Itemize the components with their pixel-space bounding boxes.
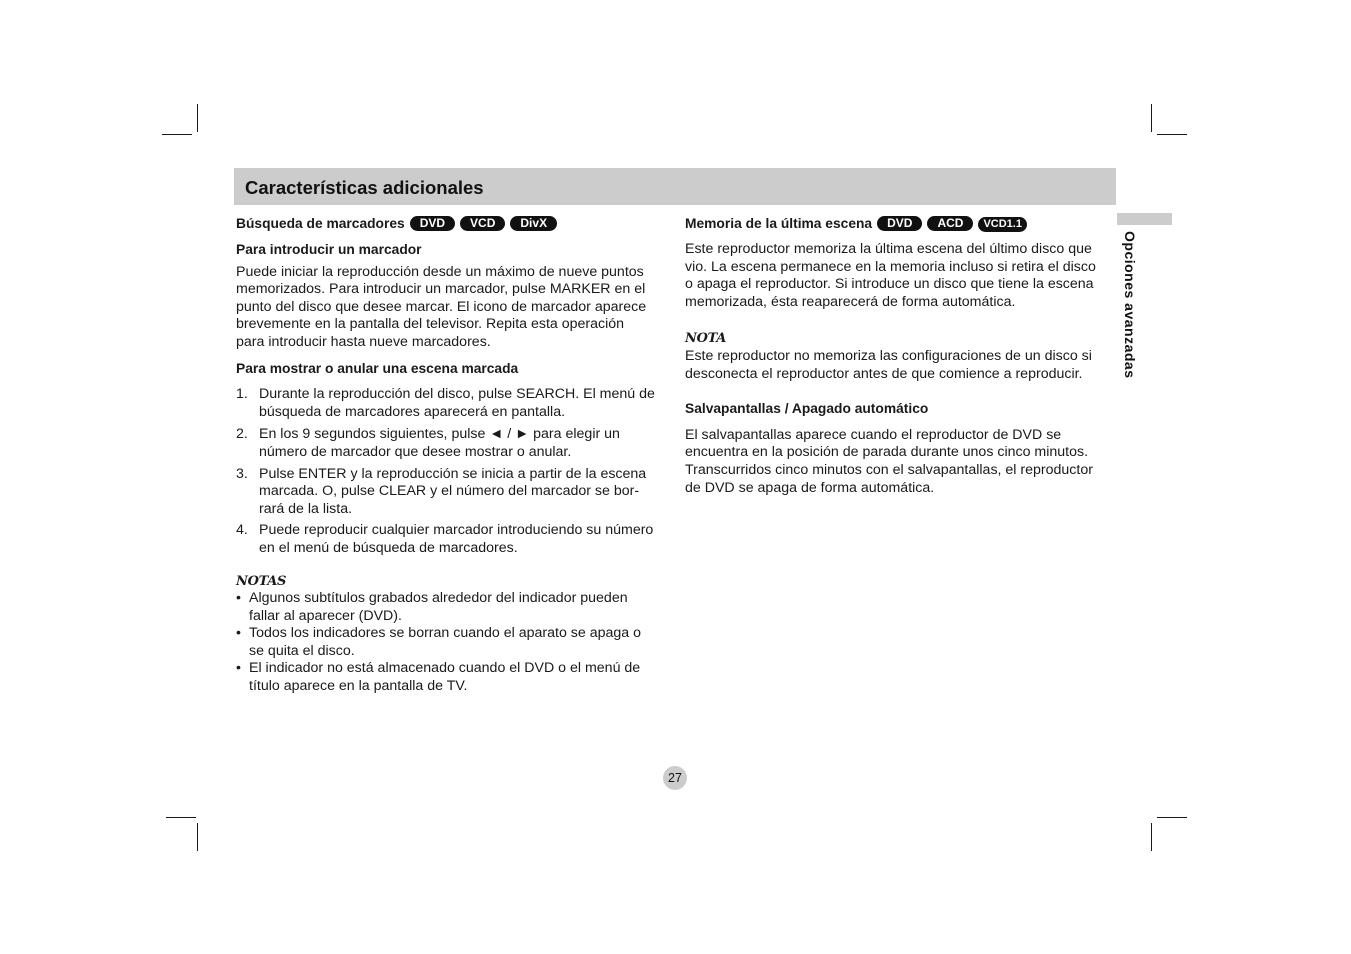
section-title-marker-search (236, 214, 668, 234)
disc-badge: ACD (927, 216, 973, 231)
disc-badge: VCD (460, 216, 505, 231)
text-line: de DVD se apaga de forma automática. (685, 479, 935, 496)
disc-badge: DVD (877, 216, 922, 231)
disc-badge: VCD1.1 (978, 217, 1027, 232)
text-line: memorizada, ésta reaparecerá de forma automática. (685, 293, 1016, 310)
section-title-last-scene (685, 214, 1109, 234)
text-line: para introducir hasta nueve marcadores. (236, 333, 491, 350)
crop-mark (1157, 134, 1187, 135)
disc-badge: DVD (410, 216, 455, 231)
list-item (236, 625, 668, 660)
paragraph-screensaver (685, 427, 1109, 497)
text-line: Todos los indicadores se borran cuando el aparato se apaga o (249, 625, 641, 642)
side-tab-label: Opciones avanzadas (1122, 231, 1138, 379)
text-line: rará de la lista. (259, 500, 353, 517)
crop-mark (197, 823, 198, 851)
crop-mark (1151, 823, 1152, 851)
text-line: Algunos subtítulos grabados alrededor del indicador pueden (249, 590, 628, 607)
right-column (685, 214, 1109, 497)
list-item (236, 426, 668, 461)
list-item (236, 386, 668, 421)
note-title: NOTA (685, 331, 727, 347)
step-number: 4. (236, 522, 248, 539)
text-line: El indicador no está almacenado cuando el DVD o el menú de (249, 660, 641, 677)
left-column (236, 214, 668, 696)
notes-list (236, 590, 668, 696)
subtitle-enter-marker: Para introducir un marcador (236, 242, 422, 257)
list-item (236, 660, 668, 695)
text-line: Pulse ENTER y la reproducción se inicia a partir de la escena (259, 465, 647, 482)
header-bar (234, 168, 1116, 205)
page-title: Características adicionales (245, 177, 484, 198)
paragraph-last-scene (685, 241, 1109, 311)
text-line: o apaga el reproductor. Si introduce un disco que tiene la escena (685, 276, 1094, 293)
side-tab (1117, 213, 1172, 225)
text-line: número de marcador que desee mostrar o anular. (259, 443, 572, 460)
paragraph-note (685, 348, 1109, 383)
section-title-screensaver: Salvapantallas / Apagado automático (685, 401, 929, 417)
paragraph-enter-marker (236, 264, 668, 352)
crop-mark (166, 817, 196, 818)
text-line: se quita el disco. (249, 642, 355, 659)
crop-mark (1157, 817, 1187, 818)
steps-list (236, 386, 668, 557)
bullet-icon: • (236, 625, 241, 642)
text-line: búsqueda de marcadores aparecerá en pantalla. (259, 403, 566, 420)
text-line: Durante la reproducción del disco, pulse SEARCH. El menú de (259, 386, 655, 403)
notes-title: NOTAS (236, 573, 287, 589)
text-line: fallar al aparecer (DVD). (249, 607, 402, 624)
list-item (236, 522, 668, 557)
list-item (236, 590, 668, 625)
bullet-icon: • (236, 660, 241, 677)
text-line: encuentra en la posición de parada durante unos cinco minutos. (685, 444, 1089, 461)
step-number: 1. (236, 386, 248, 403)
text-line: marcada. O, pulse CLEAR y el número del marcador se bor- (259, 483, 640, 500)
text-line: Puede iniciar la reproducción desde un máximo de nueve puntos (236, 263, 644, 280)
subtitle-show-marker: Para mostrar o anular una escena marcada (236, 360, 519, 376)
bullet-icon: • (236, 590, 241, 607)
text-line: título aparece en la pantalla de TV. (249, 678, 468, 695)
text-line: Puede reproducir cualquier marcador introduciendo su número (259, 522, 654, 539)
crop-mark (1151, 104, 1152, 132)
step-number: 2. (236, 426, 248, 443)
crop-mark (162, 134, 192, 135)
disc-badge: DivX (510, 216, 557, 231)
text-line: En los 9 segundos siguientes, pulse ◄ / ► para elegir un (259, 426, 620, 443)
text-line: memorizados. Para introducir un marcador, pulse MARKER en el (236, 281, 646, 298)
text-line: punto del disco que desee marcar. El icono de marcador aparece (236, 298, 647, 315)
text-line: desconecta el reproductor antes de que comience a reproducir. (685, 365, 1083, 382)
text-line: en el menú de búsqueda de marcadores. (259, 539, 518, 556)
text-line: Este reproductor memoriza la última escena del último disco que (685, 241, 1092, 257)
section-title-text: Búsqueda de marcadores (236, 216, 405, 231)
text-line: brevemente en la pantalla del televisor. Repita esta operación (236, 316, 625, 333)
page-number: 27 (663, 766, 687, 790)
text-line: vio. La escena permanece en la memoria incluso si retira el disco (685, 258, 1096, 275)
text-line: Este reproductor no memoriza las configuraciones de un disco si (685, 347, 1092, 364)
list-item (236, 466, 668, 519)
text-line: Transcurridos cinco minutos con el salvapantallas, el reproductor (685, 461, 1093, 478)
crop-mark (197, 104, 198, 132)
section-title-text: Memoria de la última escena (685, 216, 873, 231)
step-number: 3. (236, 465, 248, 482)
text-line: El salvapantallas aparece cuando el reproductor de DVD se (685, 426, 1062, 443)
